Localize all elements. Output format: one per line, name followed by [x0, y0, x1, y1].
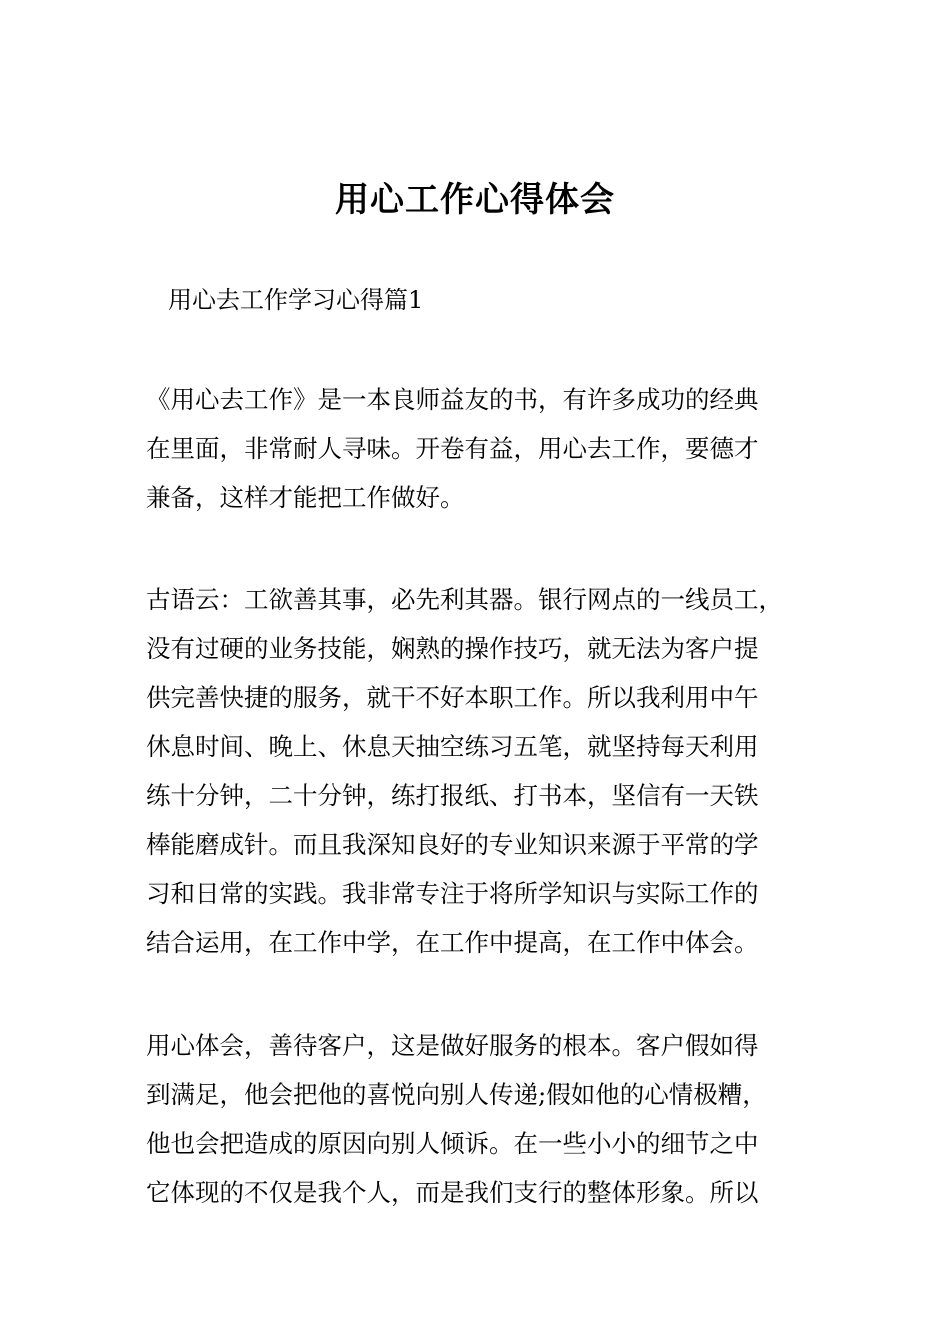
paragraph-line: 棒能磨成针。而且我深知良好的专业知识来源于平常的学 [146, 830, 759, 859]
paragraph-line: 用心体会，善待客户，这是做好服务的根本。客户假如得 [146, 1031, 759, 1060]
paragraph-line: 它体现的不仅是我个人，而是我们支行的整体形象。所以 [146, 1178, 759, 1207]
paragraph-line: 兼备，这样才能把工作做好。 [146, 483, 465, 512]
paragraph-line: 古语云：工欲善其事，必先利其器。银行网点的一线员工， [146, 585, 783, 614]
section-heading: 用心去工作学习心得篇1 [168, 286, 424, 314]
paragraph [146, 1021, 846, 1217]
paragraph [146, 575, 846, 967]
paragraph-line: 结合运用，在工作中学，在工作中提高，在工作中体会。 [146, 928, 759, 957]
paragraph-line: 到满足，他会把他的喜悦向别人传递;假如他的心情极糟， [146, 1080, 767, 1109]
paragraph [146, 375, 846, 522]
document-title: 用心工作心得体会 [335, 180, 615, 220]
paragraph-line: 他也会把造成的原因向别人倾诉。在一些小小的细节之中 [146, 1129, 759, 1158]
paragraph-line: 习和日常的实践。我非常专注于将所学知识与实际工作的 [146, 879, 759, 908]
paragraph-line: 供完善快捷的服务，就干不好本职工作。所以我利用中午 [146, 683, 759, 712]
paragraph-line: 练十分钟，二十分钟，练打报纸、打书本，坚信有一天铁 [146, 781, 759, 810]
paragraph-line: 《用心去工作》是一本良师益友的书，有许多成功的经典 [146, 385, 759, 414]
paragraph-line: 休息时间、晚上、休息天抽空练习五笔，就坚持每天利用 [146, 732, 759, 761]
paragraph-line: 在里面，非常耐人寻味。开卷有益，用心去工作，要德才 [146, 434, 759, 463]
paragraph-line: 没有过硬的业务技能，娴熟的操作技巧，就无法为客户提 [146, 634, 759, 663]
